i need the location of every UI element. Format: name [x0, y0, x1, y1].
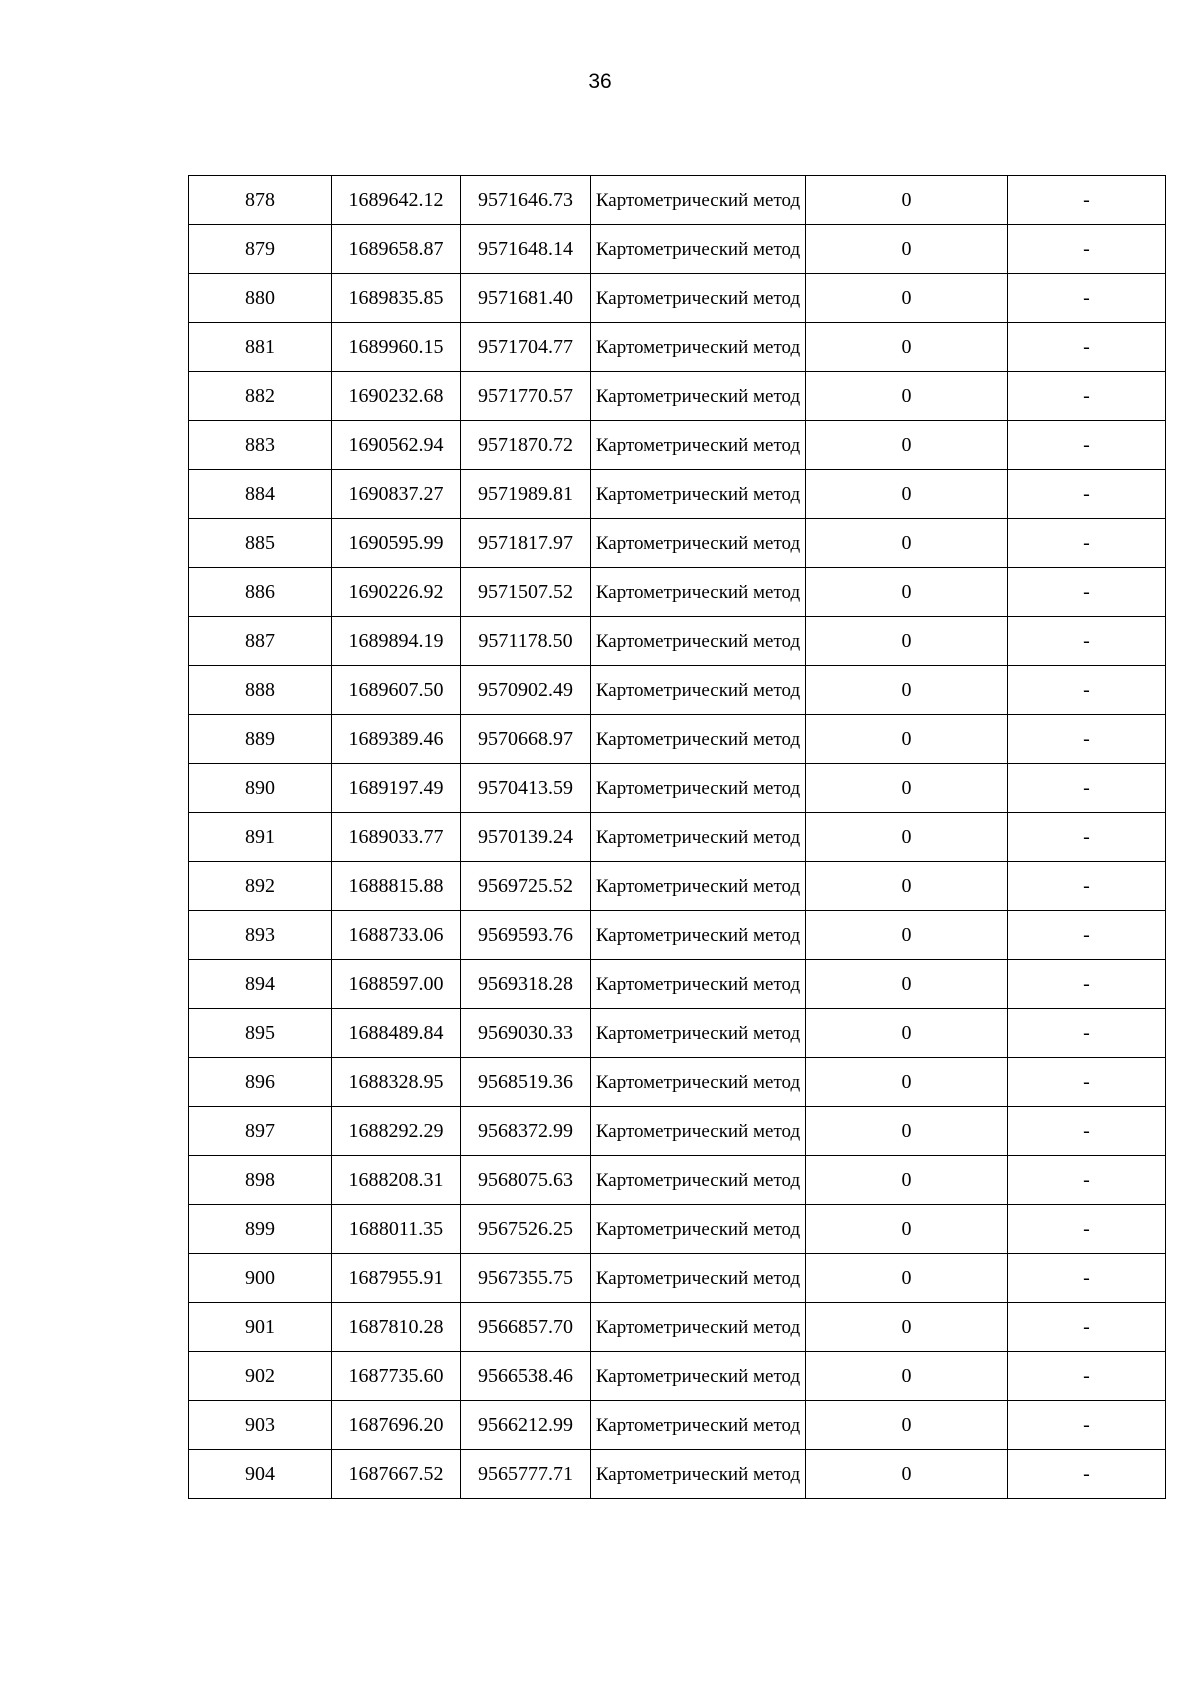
x-coordinate-cell: 1690232.68: [332, 372, 461, 421]
method-cell: Картометрический метод: [591, 176, 806, 225]
table-row: [189, 764, 1166, 813]
point-number-cell: 898: [189, 1156, 332, 1205]
x-coordinate-cell: 1689389.46: [332, 715, 461, 764]
y-coordinate-cell: 9567526.25: [461, 1205, 591, 1254]
note-cell: -: [1008, 1107, 1166, 1156]
y-coordinate-cell: 9571681.40: [461, 274, 591, 323]
x-coordinate-cell: 1688208.31: [332, 1156, 461, 1205]
note-cell: -: [1008, 617, 1166, 666]
error-cell: 0: [806, 274, 1008, 323]
note-cell: -: [1008, 274, 1166, 323]
table-row: [189, 519, 1166, 568]
table-row: [189, 960, 1166, 1009]
note-cell: -: [1008, 862, 1166, 911]
note-cell: -: [1008, 176, 1166, 225]
point-number-cell: 889: [189, 715, 332, 764]
error-cell: 0: [806, 1352, 1008, 1401]
x-coordinate-cell: 1690226.92: [332, 568, 461, 617]
method-cell: Картометрический метод: [591, 1009, 806, 1058]
y-coordinate-cell: 9569318.28: [461, 960, 591, 1009]
error-cell: 0: [806, 1205, 1008, 1254]
x-coordinate-cell: 1689658.87: [332, 225, 461, 274]
y-coordinate-cell: 9570413.59: [461, 764, 591, 813]
note-cell: -: [1008, 421, 1166, 470]
x-coordinate-cell: 1687667.52: [332, 1450, 461, 1499]
table-row: [189, 1156, 1166, 1205]
x-coordinate-cell: 1688328.95: [332, 1058, 461, 1107]
error-cell: 0: [806, 1107, 1008, 1156]
note-cell: -: [1008, 519, 1166, 568]
x-coordinate-cell: 1687735.60: [332, 1352, 461, 1401]
error-cell: 0: [806, 764, 1008, 813]
x-coordinate-cell: 1689607.50: [332, 666, 461, 715]
x-coordinate-cell: 1688292.29: [332, 1107, 461, 1156]
method-cell: Картометрический метод: [591, 274, 806, 323]
method-cell: Картометрический метод: [591, 911, 806, 960]
note-cell: -: [1008, 568, 1166, 617]
table-row: [189, 1254, 1166, 1303]
table-row: [189, 813, 1166, 862]
point-number-cell: 885: [189, 519, 332, 568]
table-row: [189, 715, 1166, 764]
y-coordinate-cell: 9569593.76: [461, 911, 591, 960]
error-cell: 0: [806, 960, 1008, 1009]
x-coordinate-cell: 1688815.88: [332, 862, 461, 911]
point-number-cell: 890: [189, 764, 332, 813]
y-coordinate-cell: 9570668.97: [461, 715, 591, 764]
point-number-cell: 896: [189, 1058, 332, 1107]
y-coordinate-cell: 9568075.63: [461, 1156, 591, 1205]
coordinates-table-body: [189, 176, 1166, 1499]
note-cell: -: [1008, 1205, 1166, 1254]
y-coordinate-cell: 9571704.77: [461, 323, 591, 372]
table-row: [189, 911, 1166, 960]
point-number-cell: 888: [189, 666, 332, 715]
y-coordinate-cell: 9568372.99: [461, 1107, 591, 1156]
x-coordinate-cell: 1690595.99: [332, 519, 461, 568]
table-row: [189, 372, 1166, 421]
point-number-cell: 899: [189, 1205, 332, 1254]
table-row: [189, 568, 1166, 617]
point-number-cell: 887: [189, 617, 332, 666]
table-row: [189, 176, 1166, 225]
note-cell: -: [1008, 813, 1166, 862]
point-number-cell: 902: [189, 1352, 332, 1401]
method-cell: Картометрический метод: [591, 225, 806, 274]
y-coordinate-cell: 9566212.99: [461, 1401, 591, 1450]
y-coordinate-cell: 9567355.75: [461, 1254, 591, 1303]
point-number-cell: 904: [189, 1450, 332, 1499]
x-coordinate-cell: 1689197.49: [332, 764, 461, 813]
note-cell: -: [1008, 323, 1166, 372]
error-cell: 0: [806, 1401, 1008, 1450]
table-row: [189, 862, 1166, 911]
y-coordinate-cell: 9568519.36: [461, 1058, 591, 1107]
x-coordinate-cell: 1688011.35: [332, 1205, 461, 1254]
x-coordinate-cell: 1687810.28: [332, 1303, 461, 1352]
error-cell: 0: [806, 421, 1008, 470]
method-cell: Картометрический метод: [591, 323, 806, 372]
x-coordinate-cell: 1688733.06: [332, 911, 461, 960]
method-cell: Картометрический метод: [591, 813, 806, 862]
error-cell: 0: [806, 1450, 1008, 1499]
note-cell: -: [1008, 764, 1166, 813]
error-cell: 0: [806, 470, 1008, 519]
note-cell: -: [1008, 225, 1166, 274]
note-cell: -: [1008, 372, 1166, 421]
error-cell: 0: [806, 519, 1008, 568]
error-cell: 0: [806, 176, 1008, 225]
method-cell: Картометрический метод: [591, 1058, 806, 1107]
x-coordinate-cell: 1688489.84: [332, 1009, 461, 1058]
table-row: [189, 1303, 1166, 1352]
point-number-cell: 893: [189, 911, 332, 960]
table-row: [189, 1205, 1166, 1254]
note-cell: -: [1008, 470, 1166, 519]
method-cell: Картометрический метод: [591, 666, 806, 715]
coordinates-table: [188, 175, 1166, 1499]
note-cell: -: [1008, 1352, 1166, 1401]
point-number-cell: 903: [189, 1401, 332, 1450]
method-cell: Картометрический метод: [591, 568, 806, 617]
note-cell: -: [1008, 1254, 1166, 1303]
table-row: [189, 1450, 1166, 1499]
x-coordinate-cell: 1689894.19: [332, 617, 461, 666]
table-row: [189, 470, 1166, 519]
table-row: [189, 617, 1166, 666]
y-coordinate-cell: 9571648.14: [461, 225, 591, 274]
x-coordinate-cell: 1690562.94: [332, 421, 461, 470]
y-coordinate-cell: 9571646.73: [461, 176, 591, 225]
y-coordinate-cell: 9571870.72: [461, 421, 591, 470]
note-cell: -: [1008, 666, 1166, 715]
method-cell: Картометрический метод: [591, 960, 806, 1009]
error-cell: 0: [806, 813, 1008, 862]
method-cell: Картометрический метод: [591, 372, 806, 421]
note-cell: -: [1008, 911, 1166, 960]
error-cell: 0: [806, 372, 1008, 421]
method-cell: Картометрический метод: [591, 862, 806, 911]
point-number-cell: 892: [189, 862, 332, 911]
method-cell: Картометрический метод: [591, 1107, 806, 1156]
method-cell: Картометрический метод: [591, 421, 806, 470]
table-row: [189, 666, 1166, 715]
error-cell: 0: [806, 666, 1008, 715]
point-number-cell: 879: [189, 225, 332, 274]
y-coordinate-cell: 9570902.49: [461, 666, 591, 715]
y-coordinate-cell: 9570139.24: [461, 813, 591, 862]
note-cell: -: [1008, 960, 1166, 1009]
error-cell: 0: [806, 715, 1008, 764]
method-cell: Картометрический метод: [591, 764, 806, 813]
error-cell: 0: [806, 1009, 1008, 1058]
point-number-cell: 894: [189, 960, 332, 1009]
method-cell: Картометрический метод: [591, 519, 806, 568]
error-cell: 0: [806, 568, 1008, 617]
table-row: [189, 1401, 1166, 1450]
point-number-cell: 882: [189, 372, 332, 421]
point-number-cell: 891: [189, 813, 332, 862]
y-coordinate-cell: 9566857.70: [461, 1303, 591, 1352]
x-coordinate-cell: 1688597.00: [332, 960, 461, 1009]
error-cell: 0: [806, 1156, 1008, 1205]
y-coordinate-cell: 9566538.46: [461, 1352, 591, 1401]
x-coordinate-cell: 1690837.27: [332, 470, 461, 519]
x-coordinate-cell: 1687696.20: [332, 1401, 461, 1450]
x-coordinate-cell: 1689960.15: [332, 323, 461, 372]
x-coordinate-cell: 1689835.85: [332, 274, 461, 323]
point-number-cell: 884: [189, 470, 332, 519]
method-cell: Картометрический метод: [591, 1205, 806, 1254]
y-coordinate-cell: 9565777.71: [461, 1450, 591, 1499]
method-cell: Картометрический метод: [591, 617, 806, 666]
y-coordinate-cell: 9571770.57: [461, 372, 591, 421]
error-cell: 0: [806, 617, 1008, 666]
note-cell: -: [1008, 1303, 1166, 1352]
y-coordinate-cell: 9569030.33: [461, 1009, 591, 1058]
page-number: 36: [588, 70, 612, 93]
note-cell: -: [1008, 1156, 1166, 1205]
error-cell: 0: [806, 1303, 1008, 1352]
x-coordinate-cell: 1689033.77: [332, 813, 461, 862]
table-row: [189, 421, 1166, 470]
x-coordinate-cell: 1689642.12: [332, 176, 461, 225]
method-cell: Картометрический метод: [591, 1401, 806, 1450]
note-cell: -: [1008, 1058, 1166, 1107]
error-cell: 0: [806, 323, 1008, 372]
point-number-cell: 883: [189, 421, 332, 470]
method-cell: Картометрический метод: [591, 1156, 806, 1205]
table-row: [189, 274, 1166, 323]
point-number-cell: 895: [189, 1009, 332, 1058]
y-coordinate-cell: 9569725.52: [461, 862, 591, 911]
error-cell: 0: [806, 225, 1008, 274]
y-coordinate-cell: 9571178.50: [461, 617, 591, 666]
error-cell: 0: [806, 1254, 1008, 1303]
error-cell: 0: [806, 1058, 1008, 1107]
point-number-cell: 900: [189, 1254, 332, 1303]
method-cell: Картометрический метод: [591, 470, 806, 519]
point-number-cell: 881: [189, 323, 332, 372]
note-cell: -: [1008, 1009, 1166, 1058]
point-number-cell: 901: [189, 1303, 332, 1352]
table-row: [189, 1352, 1166, 1401]
note-cell: -: [1008, 1450, 1166, 1499]
point-number-cell: 878: [189, 176, 332, 225]
note-cell: -: [1008, 1401, 1166, 1450]
table-row: [189, 225, 1166, 274]
y-coordinate-cell: 9571507.52: [461, 568, 591, 617]
method-cell: Картометрический метод: [591, 1352, 806, 1401]
point-number-cell: 886: [189, 568, 332, 617]
table-row: [189, 323, 1166, 372]
y-coordinate-cell: 9571989.81: [461, 470, 591, 519]
table-row: [189, 1058, 1166, 1107]
point-number-cell: 880: [189, 274, 332, 323]
method-cell: Картометрический метод: [591, 1303, 806, 1352]
error-cell: 0: [806, 911, 1008, 960]
x-coordinate-cell: 1687955.91: [332, 1254, 461, 1303]
error-cell: 0: [806, 862, 1008, 911]
note-cell: -: [1008, 715, 1166, 764]
method-cell: Картометрический метод: [591, 1450, 806, 1499]
point-number-cell: 897: [189, 1107, 332, 1156]
method-cell: Картометрический метод: [591, 1254, 806, 1303]
table-row: [189, 1107, 1166, 1156]
table-row: [189, 1009, 1166, 1058]
y-coordinate-cell: 9571817.97: [461, 519, 591, 568]
method-cell: Картометрический метод: [591, 715, 806, 764]
